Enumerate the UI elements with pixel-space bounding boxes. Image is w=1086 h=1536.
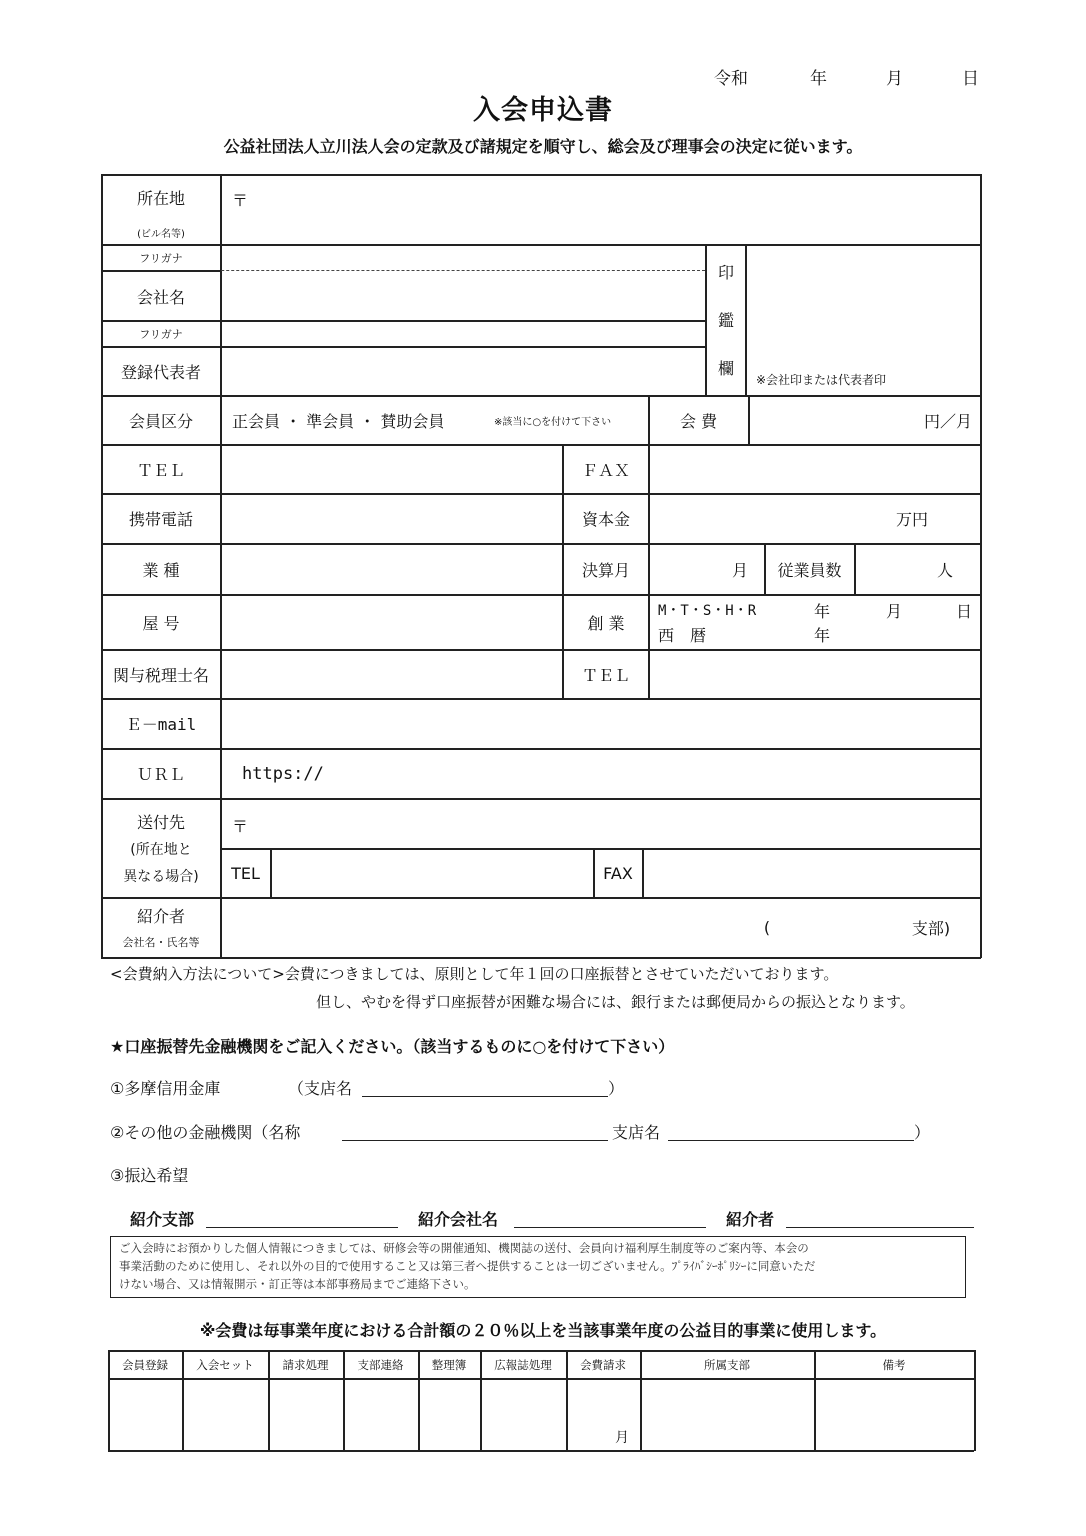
send-to-sub-1: (所在地と <box>130 842 192 858</box>
member-class-options[interactable]: 正会員 ・ 準会員 ・ 賛助会員 <box>232 411 445 431</box>
privacy-line-2: 事業活動のために使用し、それ以外の目的で使用すること又は第三者へ提供することは一切ございません。ﾌﾟﾗｲﾊﾞｼｰﾎﾟﾘｼｰに同意いただ <box>119 1259 816 1273</box>
referral-person-label: 紹介者 <box>726 1210 775 1229</box>
furigana-label: フリガナ <box>139 252 183 265</box>
office-header-welcome-set: 入会セット <box>196 1357 254 1372</box>
date-era: 令和 <box>714 69 748 89</box>
bank-option-3[interactable]: ③振込希望 <box>110 1166 189 1185</box>
send-postal-mark: 〒 <box>232 816 249 836</box>
office-header-remarks: 備考 <box>882 1357 906 1372</box>
mobile-label: 携帯電話 <box>128 510 193 529</box>
bank-option-1-branch-label: （支店名 <box>288 1079 353 1098</box>
office-header-newsletter: 広報誌処理 <box>494 1357 552 1372</box>
employees-label: 従業員数 <box>777 560 842 580</box>
fax-label: ＦＡＸ <box>581 460 630 480</box>
payment-line-1: <会費納入方法について>会費につきましては、原則として年１回の口座振替とさせていただいております。 <box>110 965 839 983</box>
capital-label: 資本金 <box>581 510 630 529</box>
office-header-branch: 所属支部 <box>704 1357 750 1372</box>
seal-note: ※会社印または代表者印 <box>756 372 887 387</box>
tax-tel-label: ＴＥＬ <box>581 665 630 685</box>
office-header-member-registration: 会員登録 <box>122 1357 168 1372</box>
furigana-label-2: フリガナ <box>139 328 183 341</box>
fee-label: 会 費 <box>679 411 718 431</box>
seal-label-1: 印 <box>717 262 734 282</box>
bank-option-2-branch-label: 支店名 <box>612 1123 661 1142</box>
send-tel-label: TEL <box>231 863 260 883</box>
founded-label: 創 業 <box>587 613 625 633</box>
date-month: 月 <box>886 69 903 89</box>
date-year: 年 <box>810 69 827 89</box>
office-header-fee-request: 会費請求 <box>580 1357 626 1372</box>
page-title: 入会申込書 <box>473 95 613 126</box>
founded-era: M・T・S・H・R <box>658 603 757 619</box>
trade-name-label: 屋 号 <box>142 613 180 633</box>
office-fee-month: 月 <box>615 1430 629 1446</box>
office-header-billing: 請求処理 <box>282 1357 329 1372</box>
privacy-line-1: ご入会時にお預かりした個人情報につきましては、研修会等の開催通知、機関誌の送付、会員向け福利厚生制度等のご案内等、本会の <box>119 1241 809 1255</box>
bank-option-1-close: ） <box>608 1079 625 1098</box>
office-header-ledger: 整理簿 <box>431 1357 467 1372</box>
founded-western: 西 暦 <box>658 625 707 645</box>
email-label: Ｅ－mail <box>125 715 197 734</box>
referral-company-label: 紹介会社名 <box>418 1210 499 1229</box>
page-subtitle: 公益社団法人立川法人会の定款及び諸規定を順守し、総会及び理事会の決定に従います。 <box>223 137 863 156</box>
branch-close: 支部) <box>911 918 951 938</box>
office-header-branch-contact: 支部連絡 <box>357 1357 404 1372</box>
fiscal-month-unit: 月 <box>731 560 748 580</box>
company-label: 会社名 <box>136 287 185 307</box>
fiscal-month-label: 決算月 <box>581 560 630 580</box>
privacy-line-3: けない場合、又は情報開示・訂正等は本部事務局までご連絡下さい。 <box>119 1277 476 1291</box>
founded-month: 月 <box>885 601 902 621</box>
fee-unit: 円／月 <box>923 411 972 431</box>
founded-western-year: 年 <box>813 625 830 645</box>
referral-branch-label: 紹介支部 <box>130 1210 195 1229</box>
send-fax-label: FAX <box>603 863 633 883</box>
introducer-sub-label: 会社名・氏名等 <box>122 936 200 949</box>
url-prefix: https:// <box>242 763 324 784</box>
address-label: 所在地 <box>136 188 185 208</box>
representative-label: 登録代表者 <box>120 362 201 382</box>
member-class-label: 会員区分 <box>128 411 193 431</box>
founded-day: 日 <box>955 601 972 621</box>
seal-label-3: 欄 <box>717 358 734 378</box>
bank-option-2[interactable]: ②その他の金融機関（名称 <box>110 1123 301 1142</box>
payment-line-2: 但し、やむを得ず口座振替が困難な場合には、銀行または郵便局からの振込となります。 <box>316 993 915 1011</box>
member-class-note: ※該当に○を付けて下さい <box>494 416 612 428</box>
fee-usage-notice: ※会費は毎事業年度における合計額の２０％以上を当該事業年度の公益目的事業に使用します。 <box>199 1321 887 1340</box>
capital-unit: 万円 <box>895 510 928 529</box>
industry-label: 業 種 <box>142 560 180 580</box>
branch-open-paren: ( <box>763 917 771 937</box>
founded-year: 年 <box>813 601 830 621</box>
send-to-sub-2: 異なる場合) <box>123 869 199 885</box>
seal-label-2: 鑑 <box>717 310 734 330</box>
tax-accountant-label: 関与税理士名 <box>112 665 209 685</box>
address-sub-label: (ビル名等) <box>137 228 185 240</box>
postal-mark: 〒 <box>232 190 249 210</box>
url-label: ＵＲＬ <box>136 765 185 784</box>
send-to-label: 送付先 <box>136 812 185 832</box>
introducer-label: 紹介者 <box>136 906 185 926</box>
bank-heading: ★口座振替先金融機関をご記入ください。（該当するものに○を付けて下さい） <box>110 1037 675 1056</box>
bank-option-2-close: ） <box>914 1123 931 1142</box>
date-day: 日 <box>962 69 979 89</box>
employees-unit: 人 <box>936 560 953 580</box>
tel-label: ＴＥＬ <box>136 460 185 480</box>
bank-option-1[interactable]: ①多摩信用金庫 <box>110 1079 221 1098</box>
